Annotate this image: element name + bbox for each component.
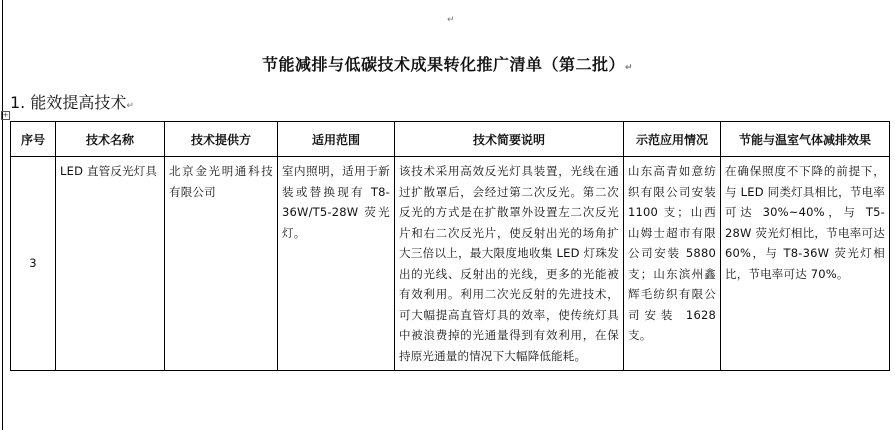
document-title: 节能减排与低碳技术成果转化推广清单（第二批）↵	[261, 55, 634, 74]
header-cell: 示范应用情况	[624, 122, 721, 157]
paragraph-mark: ↵	[447, 15, 455, 25]
description-cell: 该技术采用高效反光灯具装置，光线在通过扩散罩后，会经过第二次反光。第二次反光的方式是在扩散罩外设置左二次反光片和右二次反光片，使反射出光的场角扩大三倍以上，最大限度地收集 LED 灯珠发出的光线、反射出的光线，更多的光能被有效利用。利用二次光反射的先进技术，可大幅提高直管灯具的效率，使传统灯具中被浪费掉的光通量得到有效利用，在保持原光通量的情况下大幅降低能耗。	[395, 157, 624, 371]
header-cell: 节能与温室气体减排效果	[721, 122, 890, 157]
row-number-cell: 3	[11, 157, 56, 371]
technology-name-cell: LED 直管反光灯具	[56, 157, 165, 371]
technology-table	[10, 121, 890, 371]
table-move-handle-icon[interactable]: +	[2, 111, 9, 119]
header-cell: 适用范围	[278, 122, 395, 157]
effect-cell: 在确保照度不下降的前提下，与 LED 同类灯具相比，节电率可达 30%~40%，与 T5-28W 荧光灯相比，节电率可达 60%，与 T8-36W 荧光灯相比，节电率可达 70%。	[721, 157, 890, 371]
header-cell: 技术简要说明	[395, 122, 624, 157]
document-title-text: 节能减排与低碳技术成果转化推广清单（第二批）	[261, 55, 625, 74]
demo-application-cell: 山东高青如意纺织有限公司安装 1100 支；山西山姆士超市有限公司安装 5880 支；山东滨州鑫辉毛纺织有限公司安装 1628 支。	[624, 157, 721, 371]
table-row	[11, 157, 890, 371]
section-heading: 1. 能效提高技术↵	[10, 93, 134, 112]
header-cell: 序号	[11, 122, 56, 157]
section-heading-text: 1. 能效提高技术	[10, 93, 127, 112]
header-cell: 技术提供方	[165, 122, 278, 157]
header-cell: 技术名称	[56, 122, 165, 157]
scope-cell: 室内照明，适用于新装或替换现有 T8-36W/T5-28W 荧光灯。	[278, 157, 395, 371]
table-header-row	[11, 122, 890, 157]
provider-cell: 北京金光明通科技有限公司	[165, 157, 278, 371]
